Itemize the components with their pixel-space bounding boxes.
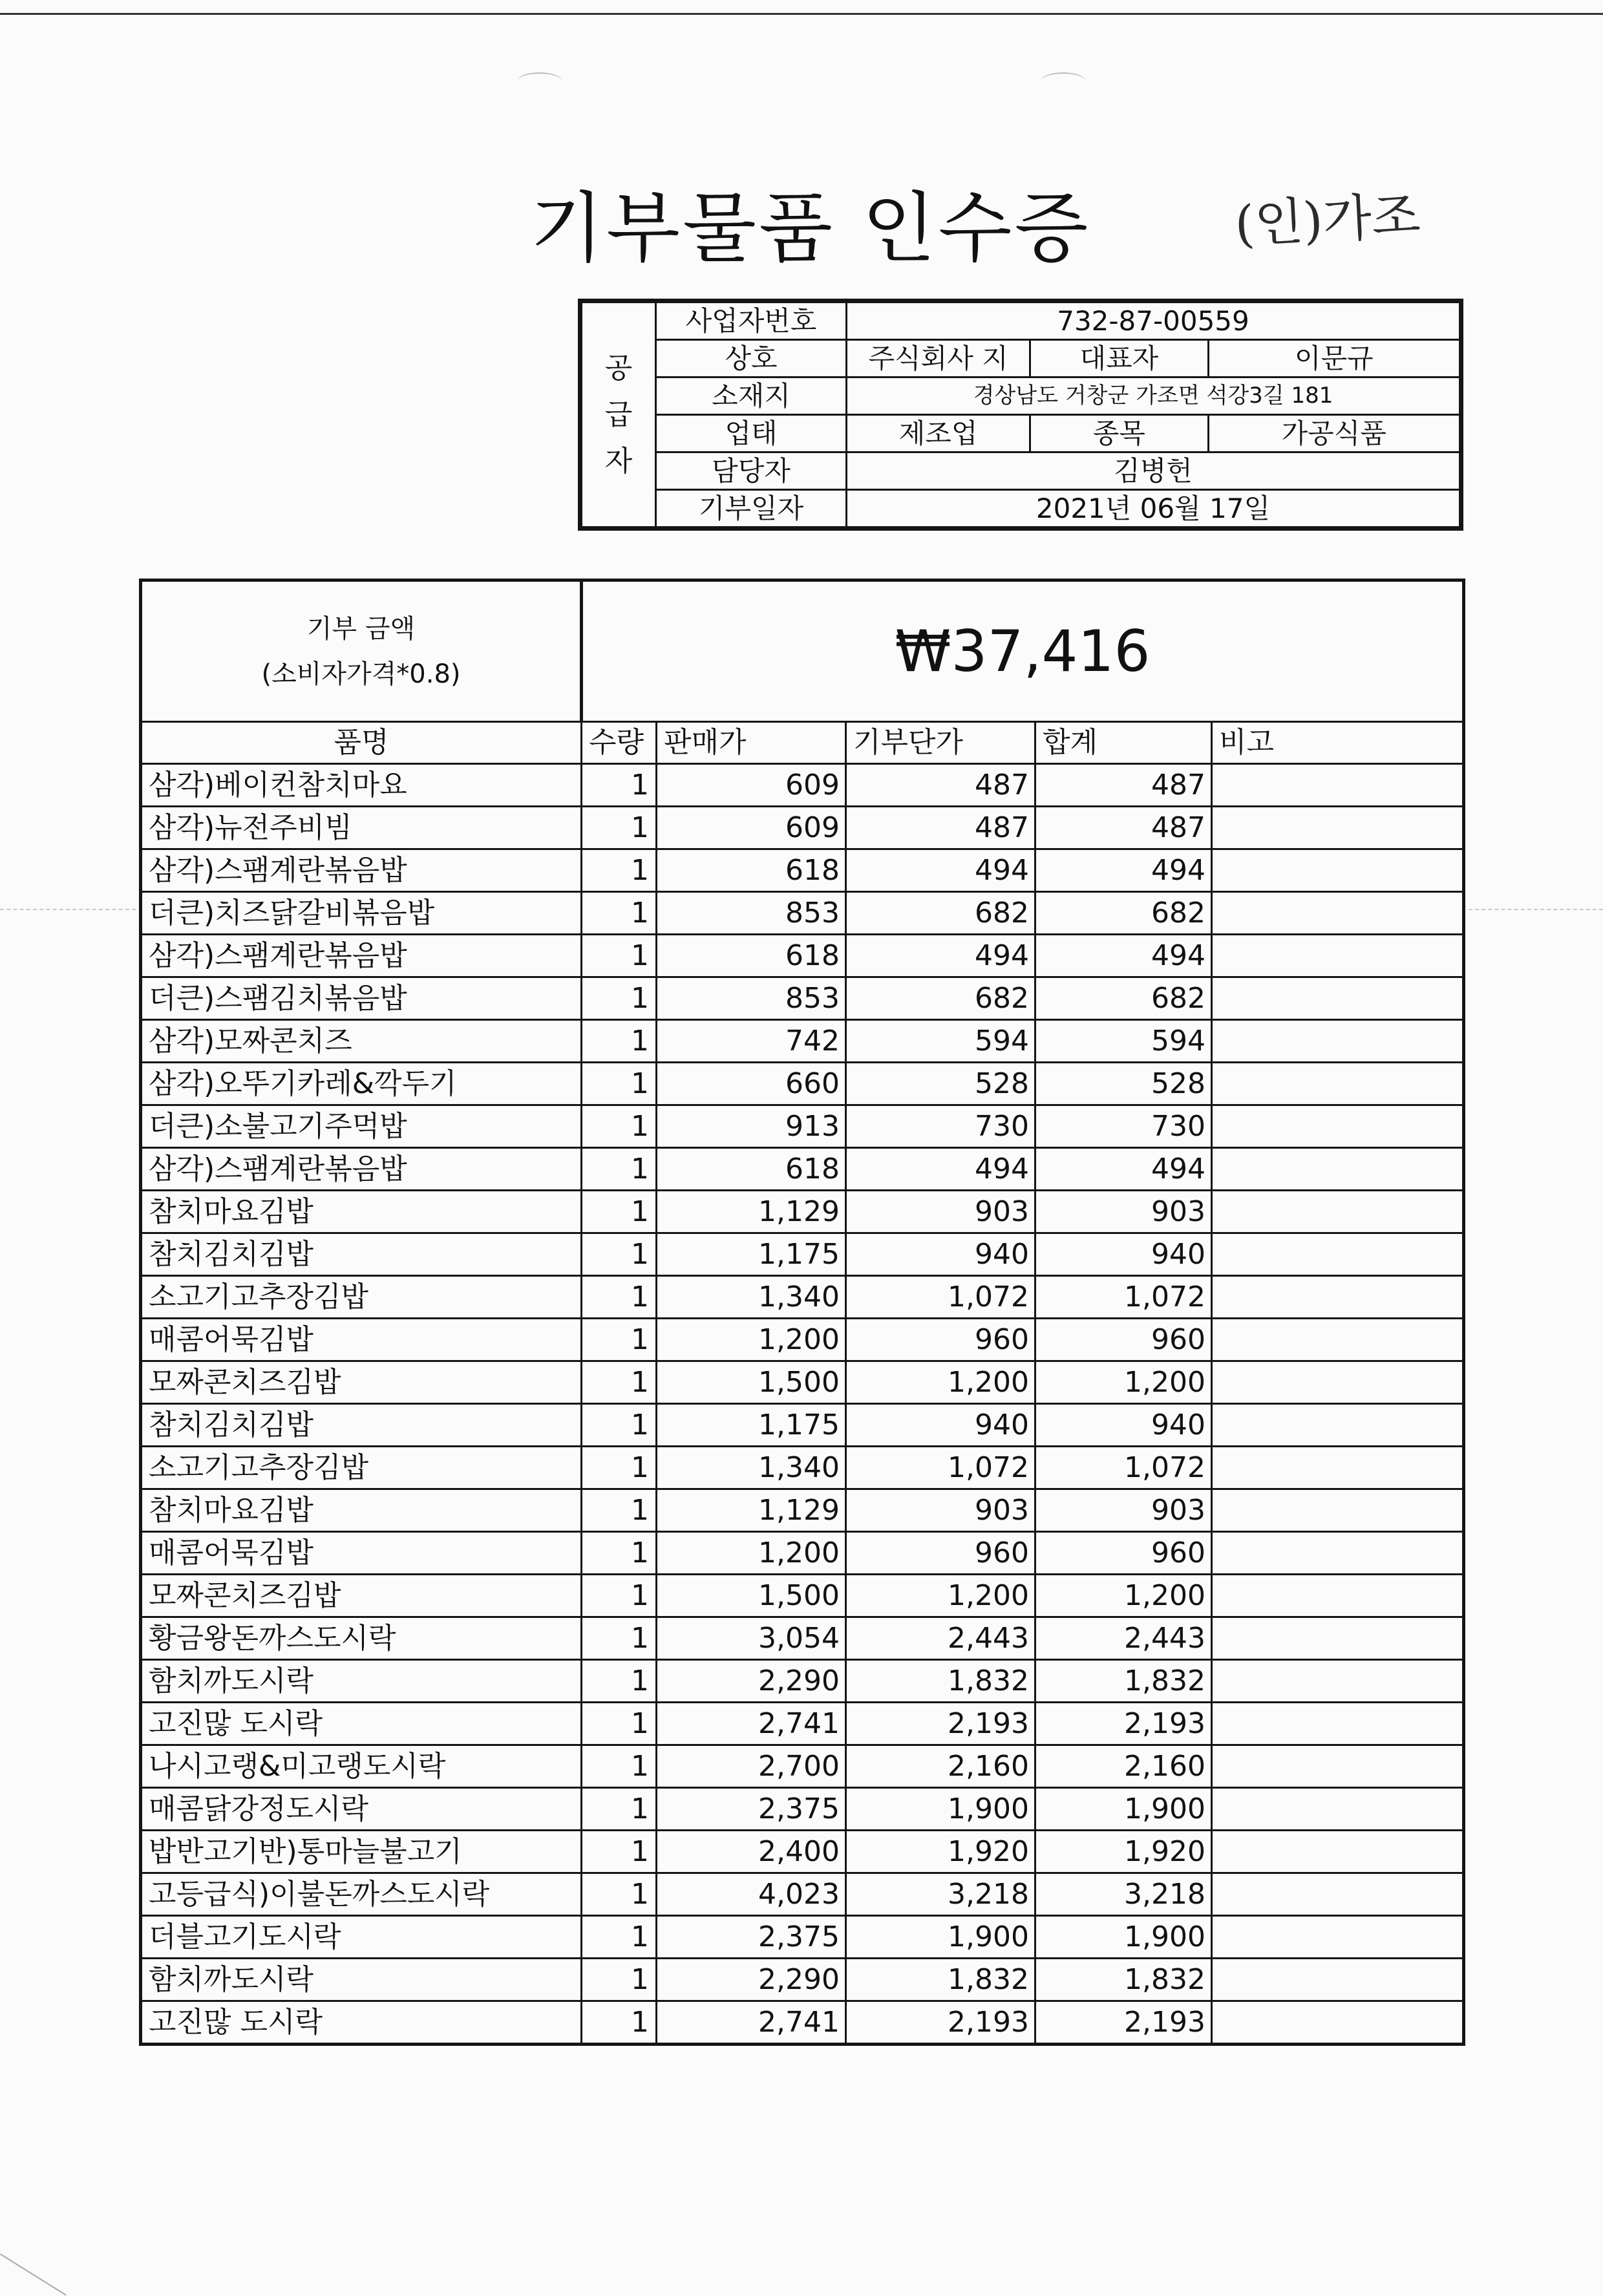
item-price: 1,129	[657, 1489, 846, 1532]
business-type-value: 제조업	[846, 415, 1030, 452]
donation-amount-label: 기부 금액 (소비자가격*0.8)	[141, 580, 582, 722]
item-total: 730	[1035, 1105, 1212, 1148]
item-unit-price: 1,900	[846, 1916, 1035, 1959]
fold-line	[1469, 909, 1603, 910]
item-unit-price: 487	[846, 807, 1035, 849]
item-note	[1212, 1745, 1464, 1788]
item-note	[1212, 1148, 1464, 1191]
item-total: 494	[1035, 1148, 1212, 1191]
item-note	[1212, 2001, 1464, 2045]
business-type-label: 업태	[656, 415, 847, 452]
table-row	[141, 1191, 1464, 1233]
fold-line	[0, 909, 136, 910]
item-unit-price: 730	[846, 1105, 1035, 1148]
item-note	[1212, 1233, 1464, 1276]
item-price: 609	[657, 764, 846, 807]
item-name: 참치김치김밥	[141, 1404, 582, 1447]
item-note	[1212, 1575, 1464, 1617]
table-row	[141, 1575, 1464, 1617]
item-qty: 1	[582, 1404, 657, 1447]
item-unit-price: 1,072	[846, 1447, 1035, 1489]
item-unit-price: 1,832	[846, 1959, 1035, 2001]
item-unit-price: 494	[846, 849, 1035, 892]
item-name: 삼각)스팸계란볶음밥	[141, 935, 582, 977]
column-header-qty: 수량	[582, 722, 657, 764]
table-row	[141, 1148, 1464, 1191]
item-qty: 1	[582, 764, 657, 807]
item-qty: 1	[582, 1361, 657, 1404]
item-qty: 1	[582, 1020, 657, 1063]
item-unit-price: 1,920	[846, 1831, 1035, 1873]
ceo-label: 대표자	[1030, 340, 1208, 377]
item-qty: 1	[582, 1447, 657, 1489]
item-price: 1,200	[657, 1319, 846, 1361]
item-name: 고등급식)이불돈까스도시락	[141, 1873, 582, 1916]
item-unit-price: 940	[846, 1404, 1035, 1447]
supplier-side-label: 공 급 자	[580, 301, 656, 529]
item-unit-price: 960	[846, 1532, 1035, 1575]
item-qty: 1	[582, 1319, 657, 1361]
item-qty: 1	[582, 1703, 657, 1745]
item-total: 903	[1035, 1489, 1212, 1532]
item-note	[1212, 1959, 1464, 2001]
item-price: 609	[657, 807, 846, 849]
table-row	[141, 1788, 1464, 1831]
table-row	[141, 1489, 1464, 1532]
item-name: 고진많 도시락	[141, 2001, 582, 2045]
item-unit-price: 594	[846, 1020, 1035, 1063]
item-name: 더큰)소불고기주먹밥	[141, 1105, 582, 1148]
item-type-value: 가공식품	[1208, 415, 1461, 452]
item-qty: 1	[582, 977, 657, 1020]
item-qty: 1	[582, 935, 657, 977]
item-name: 함치까도시락	[141, 1959, 582, 2001]
item-note	[1212, 1489, 1464, 1532]
item-note	[1212, 892, 1464, 935]
item-total: 1,072	[1035, 1447, 1212, 1489]
table-row	[141, 1532, 1464, 1575]
item-price: 618	[657, 1148, 846, 1191]
item-unit-price: 682	[846, 977, 1035, 1020]
page-corner-mark	[0, 2253, 67, 2295]
item-note	[1212, 1404, 1464, 1447]
table-row	[141, 1660, 1464, 1703]
punch-hole-mark	[517, 72, 562, 90]
item-total: 2,443	[1035, 1617, 1212, 1660]
table-row	[141, 1745, 1464, 1788]
donation-date-value: 2021년 06월 17일	[846, 490, 1461, 529]
table-row	[141, 764, 1464, 807]
item-total: 2,193	[1035, 1703, 1212, 1745]
item-name: 소고기고추장김밥	[141, 1276, 582, 1319]
donation-items-table	[139, 579, 1465, 2046]
item-qty: 1	[582, 1873, 657, 1916]
item-qty: 1	[582, 1575, 657, 1617]
item-qty: 1	[582, 1617, 657, 1660]
punch-hole-mark	[1041, 72, 1086, 90]
item-qty: 1	[582, 1063, 657, 1105]
item-name: 삼각)모짜콘치즈	[141, 1020, 582, 1063]
manager-value: 김병헌	[846, 452, 1461, 490]
company-label: 상호	[656, 340, 847, 377]
item-qty: 1	[582, 1489, 657, 1532]
item-name: 더큰)스팸김치볶음밥	[141, 977, 582, 1020]
item-qty: 1	[582, 1745, 657, 1788]
item-note	[1212, 977, 1464, 1020]
table-row	[141, 1105, 1464, 1148]
company-name: 주식회사 지	[846, 340, 1030, 377]
item-price: 2,290	[657, 1660, 846, 1703]
item-total: 487	[1035, 807, 1212, 849]
page-title: 기부물품 인수증	[530, 184, 1091, 273]
table-row	[141, 1319, 1464, 1361]
item-total: 682	[1035, 977, 1212, 1020]
item-unit-price: 2,193	[846, 2001, 1035, 2045]
item-unit-price: 487	[846, 764, 1035, 807]
table-row	[141, 849, 1464, 892]
page-top-border	[0, 13, 1603, 15]
item-note	[1212, 1447, 1464, 1489]
table-row	[141, 1063, 1464, 1105]
item-price: 1,340	[657, 1276, 846, 1319]
table-row	[141, 1020, 1464, 1063]
item-total: 2,193	[1035, 2001, 1212, 2045]
item-name: 소고기고추장김밥	[141, 1447, 582, 1489]
business-number-value: 732-87-00559	[846, 301, 1461, 340]
item-name: 황금왕돈까스도시락	[141, 1617, 582, 1660]
item-unit-price: 494	[846, 935, 1035, 977]
item-total: 1,200	[1035, 1575, 1212, 1617]
item-price: 2,375	[657, 1788, 846, 1831]
item-total: 682	[1035, 892, 1212, 935]
supplier-table	[578, 299, 1463, 531]
item-qty: 1	[582, 1233, 657, 1276]
item-unit-price: 1,072	[846, 1276, 1035, 1319]
item-unit-price: 494	[846, 1148, 1035, 1191]
item-price: 853	[657, 892, 846, 935]
item-qty: 1	[582, 807, 657, 849]
table-row	[141, 1831, 1464, 1873]
item-unit-price: 940	[846, 1233, 1035, 1276]
table-row	[141, 1959, 1464, 2001]
item-total: 940	[1035, 1233, 1212, 1276]
item-name: 밥반고기반)통마늘불고기	[141, 1831, 582, 1873]
item-note	[1212, 849, 1464, 892]
table-row	[141, 1361, 1464, 1404]
column-header-unit-price: 기부단가	[846, 722, 1035, 764]
item-price: 1,175	[657, 1404, 846, 1447]
item-note	[1212, 1361, 1464, 1404]
item-note	[1212, 764, 1464, 807]
item-price: 618	[657, 935, 846, 977]
item-price: 2,290	[657, 1959, 846, 2001]
item-name: 참치마요김밥	[141, 1489, 582, 1532]
table-row	[141, 1873, 1464, 1916]
item-note	[1212, 1191, 1464, 1233]
item-name: 더블고기도시락	[141, 1916, 582, 1959]
item-name: 참치김치김밥	[141, 1233, 582, 1276]
table-row	[141, 935, 1464, 977]
table-header-row	[141, 722, 1464, 764]
item-price: 913	[657, 1105, 846, 1148]
item-qty: 1	[582, 1660, 657, 1703]
item-name: 삼각)베이컨참치마요	[141, 764, 582, 807]
item-price: 660	[657, 1063, 846, 1105]
item-total: 1,920	[1035, 1831, 1212, 1873]
item-price: 1,500	[657, 1361, 846, 1404]
item-total: 494	[1035, 849, 1212, 892]
item-unit-price: 3,218	[846, 1873, 1035, 1916]
item-unit-price: 1,200	[846, 1575, 1035, 1617]
item-price: 2,741	[657, 2001, 846, 2045]
table-row	[141, 1233, 1464, 1276]
item-total: 1,200	[1035, 1361, 1212, 1404]
item-name: 참치마요김밥	[141, 1191, 582, 1233]
item-price: 742	[657, 1020, 846, 1063]
item-name: 매콤어묵김밥	[141, 1532, 582, 1575]
table-row	[141, 1447, 1464, 1489]
item-total: 2,160	[1035, 1745, 1212, 1788]
table-row	[141, 807, 1464, 849]
item-total: 940	[1035, 1404, 1212, 1447]
item-total: 1,900	[1035, 1788, 1212, 1831]
item-total: 903	[1035, 1191, 1212, 1233]
item-qty: 1	[582, 1788, 657, 1831]
item-name: 나시고랭&미고랭도시락	[141, 1745, 582, 1788]
item-type-label: 종목	[1030, 415, 1208, 452]
item-note	[1212, 1916, 1464, 1959]
donation-date-label: 기부일자	[656, 490, 847, 529]
item-qty: 1	[582, 1148, 657, 1191]
table-row	[141, 892, 1464, 935]
item-name: 매콤어묵김밥	[141, 1319, 582, 1361]
address-label: 소재지	[656, 377, 847, 415]
item-total: 1,072	[1035, 1276, 1212, 1319]
item-unit-price: 2,160	[846, 1745, 1035, 1788]
item-qty: 1	[582, 892, 657, 935]
item-name: 삼각)오뚜기카레&깍두기	[141, 1063, 582, 1105]
item-price: 2,375	[657, 1916, 846, 1959]
table-row	[141, 1617, 1464, 1660]
item-price: 1,129	[657, 1191, 846, 1233]
item-unit-price: 1,832	[846, 1660, 1035, 1703]
item-note	[1212, 1063, 1464, 1105]
table-row	[141, 977, 1464, 1020]
item-qty: 1	[582, 1831, 657, 1873]
item-total: 487	[1035, 764, 1212, 807]
business-number-label: 사업자번호	[656, 301, 847, 340]
item-total: 960	[1035, 1319, 1212, 1361]
item-unit-price: 682	[846, 892, 1035, 935]
item-note	[1212, 1319, 1464, 1361]
item-unit-price: 528	[846, 1063, 1035, 1105]
item-name: 더큰)치즈닭갈비볶음밥	[141, 892, 582, 935]
table-row	[141, 1916, 1464, 1959]
item-name: 삼각)뉴전주비빔	[141, 807, 582, 849]
item-name: 함치까도시락	[141, 1660, 582, 1703]
item-qty: 1	[582, 1916, 657, 1959]
item-name: 삼각)스팸계란볶음밥	[141, 1148, 582, 1191]
address-value: 경상남도 거창군 가조면 석강3길 181	[846, 377, 1461, 415]
column-header-note: 비고	[1212, 722, 1464, 764]
item-note	[1212, 1703, 1464, 1745]
item-note	[1212, 1660, 1464, 1703]
item-qty: 1	[582, 1105, 657, 1148]
item-note	[1212, 1532, 1464, 1575]
item-price: 2,741	[657, 1703, 846, 1745]
item-unit-price: 903	[846, 1191, 1035, 1233]
item-unit-price: 1,900	[846, 1788, 1035, 1831]
column-header-price: 판매가	[657, 722, 846, 764]
donation-amount-value: ₩37,416	[582, 580, 1464, 722]
item-qty: 1	[582, 849, 657, 892]
item-note	[1212, 1831, 1464, 1873]
item-total: 960	[1035, 1532, 1212, 1575]
item-total: 594	[1035, 1020, 1212, 1063]
item-qty: 1	[582, 1276, 657, 1319]
item-unit-price: 2,443	[846, 1617, 1035, 1660]
item-total: 3,218	[1035, 1873, 1212, 1916]
item-total: 1,900	[1035, 1916, 1212, 1959]
item-name: 삼각)스팸계란볶음밥	[141, 849, 582, 892]
table-row	[141, 1703, 1464, 1745]
item-total: 1,832	[1035, 1959, 1212, 2001]
item-price: 1,175	[657, 1233, 846, 1276]
table-row	[141, 2001, 1464, 2045]
item-unit-price: 2,193	[846, 1703, 1035, 1745]
item-note	[1212, 935, 1464, 977]
item-price: 618	[657, 849, 846, 892]
column-header-total: 합계	[1035, 722, 1212, 764]
item-price: 1,200	[657, 1532, 846, 1575]
handwritten-note: (인)가조	[1233, 186, 1422, 255]
item-price: 2,400	[657, 1831, 846, 1873]
item-note	[1212, 1105, 1464, 1148]
item-note	[1212, 1617, 1464, 1660]
item-note	[1212, 807, 1464, 849]
item-total: 494	[1035, 935, 1212, 977]
item-qty: 1	[582, 1191, 657, 1233]
item-qty: 1	[582, 2001, 657, 2045]
item-note	[1212, 1276, 1464, 1319]
item-unit-price: 903	[846, 1489, 1035, 1532]
item-name: 매콤닭강정도시락	[141, 1788, 582, 1831]
table-row	[141, 1404, 1464, 1447]
item-unit-price: 960	[846, 1319, 1035, 1361]
item-name: 고진많 도시락	[141, 1703, 582, 1745]
ceo-name: 이문규	[1208, 340, 1461, 377]
item-note	[1212, 1788, 1464, 1831]
item-note	[1212, 1020, 1464, 1063]
item-name: 모짜콘치즈김밥	[141, 1575, 582, 1617]
item-qty: 1	[582, 1532, 657, 1575]
item-price: 1,500	[657, 1575, 846, 1617]
item-total: 1,832	[1035, 1660, 1212, 1703]
column-header-name: 품명	[141, 722, 582, 764]
item-note	[1212, 1873, 1464, 1916]
item-price: 1,340	[657, 1447, 846, 1489]
table-row	[141, 1276, 1464, 1319]
item-total: 528	[1035, 1063, 1212, 1105]
item-unit-price: 1,200	[846, 1361, 1035, 1404]
item-price: 4,023	[657, 1873, 846, 1916]
item-price: 853	[657, 977, 846, 1020]
item-price: 3,054	[657, 1617, 846, 1660]
manager-label: 담당자	[656, 452, 847, 490]
item-name: 모짜콘치즈김밥	[141, 1361, 582, 1404]
item-qty: 1	[582, 1959, 657, 2001]
item-price: 2,700	[657, 1745, 846, 1788]
